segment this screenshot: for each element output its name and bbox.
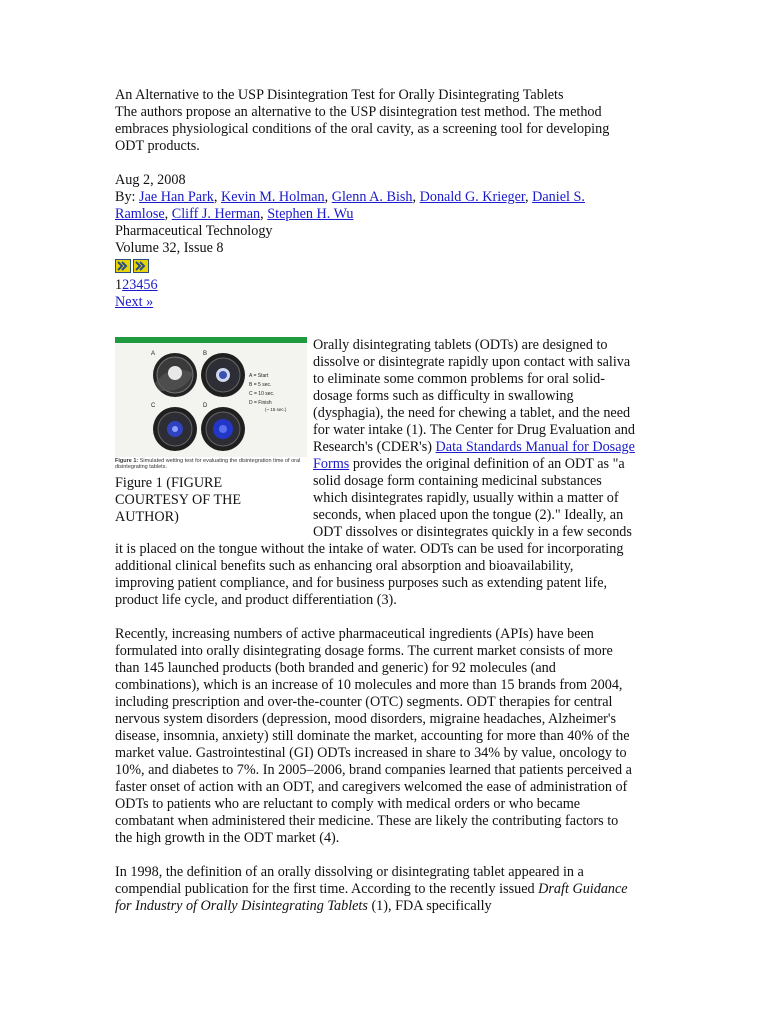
pagination [115, 277, 635, 294]
author-line: By: Jae Han Park, Kevin M. Holman, Glenn A. Bish, Donald G. Krieger, Daniel S. Ramlose, Cliff J. Herman, Stephen H. Wu [115, 189, 585, 222]
article-body [115, 337, 635, 915]
next-page-arrow-button[interactable] [115, 259, 131, 273]
panel-label-d: D [203, 403, 208, 409]
figure-credit: Figure 1 (FIGURE COURTESY OF THE AUTHOR) [115, 475, 242, 525]
author-link[interactable]: Kevin M. Holman [221, 189, 325, 205]
tablet-test-illustration [115, 343, 307, 457]
page-link[interactable]: 6 [150, 277, 158, 293]
legend-line: C = 10 sec. [249, 391, 275, 397]
author-link[interactable]: Jae Han Park [139, 189, 214, 205]
legend-line: (~ 15 sec.) [265, 407, 287, 412]
author-link[interactable]: Glenn A. Bish [331, 189, 413, 205]
article-title: An Alternative to the USP Disintegration Test for Orally Disintegrating Tablets [115, 87, 564, 103]
panel-label-c: C [151, 403, 156, 409]
body-paragraph-3: In 1998, the definition of an orally dissolving or disintegrating tablet appeared in a compendial publication for the first time. According to the recently issued Draft Guidance for Industry of Orally Disintegrating Tablets (1), FDA specifically [115, 864, 628, 914]
author-link[interactable]: Cliff J. Herman [171, 206, 261, 222]
page-link[interactable]: 2 [122, 277, 130, 293]
figure-1 [115, 337, 307, 526]
panel-label-b: B [203, 351, 208, 357]
page-link[interactable]: 3 [129, 277, 137, 293]
next-page-link[interactable]: Next » [115, 294, 154, 310]
figure-image [115, 337, 307, 457]
panel-label-a: A [151, 351, 156, 357]
article-date: Aug 2, 2008 [115, 172, 186, 188]
author-link[interactable]: Donald G. Krieger [419, 189, 526, 205]
article-summary: The authors propose an alternative to the USP disintegration test method. The method embraces physiological conditions of the oral cavity, as a screening tool for developing ODT products. [115, 104, 610, 154]
legend-line: D = Finish [249, 400, 272, 406]
data-standards-manual-link[interactable]: Data Standards Manual for Dosage Forms [313, 439, 635, 472]
double-arrow-icon [135, 261, 147, 271]
legend-line: A = Start [249, 373, 269, 379]
journal-volume: Volume 32, Issue 8 [115, 240, 224, 256]
last-page-arrow-button[interactable] [133, 259, 149, 273]
body-paragraph-2: Recently, increasing numbers of active pharmaceutical ingredients (APIs) have been formulated into orally disintegrating dosage forms. The current market consists of more than 145 launched products (both branded and generic) for 92 molecules (and combinations), which is an increase of 10 molecules and more than 15 brands from 2004, including prescription and over-the-counter (OTC) segments. ODT therapies for central nervous system disorders (depression, mood disorders, migraine headaches, Alzheimer's disease, insomnia, anxiety) still dominate the market, accounting for more than 40% of the market value. Gastrointestinal (GI) ODTs increased in share to 34% by value, oncology to 10%, and diabetes to 7%. In 2005–2006, brand companies learned that patients perceived a faster onset of action with an ODT, and caregivers welcomed the ease of administration of ODTs to patients who are reluctant to comply with medical orders or who became combatant when administered their medicine. These are likely the contributing factors to the high growth in the ODT market (4). [115, 626, 632, 846]
article [115, 87, 635, 915]
draft-guidance-title: Draft Guidance for Industry of Orally Disintegrating Tablets [115, 881, 628, 914]
page-link[interactable]: 4 [136, 277, 144, 293]
figure-inline-caption: disintegrating tablets. [115, 464, 167, 470]
legend-line: B = 5 sec. [249, 382, 272, 388]
current-page: 1 [115, 277, 123, 293]
by-label: By: [115, 189, 136, 205]
double-arrow-icon [117, 261, 129, 271]
page-link[interactable]: 5 [143, 277, 151, 293]
author-link[interactable]: Daniel S. Ramlose [115, 189, 585, 222]
page-nav-arrows [115, 259, 635, 273]
author-link[interactable]: Stephen H. Wu [267, 206, 354, 222]
body-paragraph-1: Orally disintegrating tablets (ODTs) are designed to dissolve or disintegrate rapidly upon contact with saliva to eliminate some common problems for oral solid-dosage forms such as difficulty in swallowing (dysphagia), the need for chewing a tablet, and the need for water intake (1). The Center for Drug Evaluation and Research's (CDER's) Data Standards Manual for Dosage Forms provides the original definition of an ODT as "a solid dosage form containing medicinal substances which disintegrates rapidly, usually within a matter of seconds, when placed upon the tongue (2)." Ideally, an ODT dissolves or disintegrates quickly in a few seconds it is placed on the tongue without the intake of water. ODTs can be used for incorporating additional clinical benefits such as enhancing oral absorption and bioavailability, improving patient compliance, and for business purposes such as extending patent life, product life cycle, and product differentiation (3). [115, 337, 635, 608]
journal-name: Pharmaceutical Technology [115, 223, 273, 239]
